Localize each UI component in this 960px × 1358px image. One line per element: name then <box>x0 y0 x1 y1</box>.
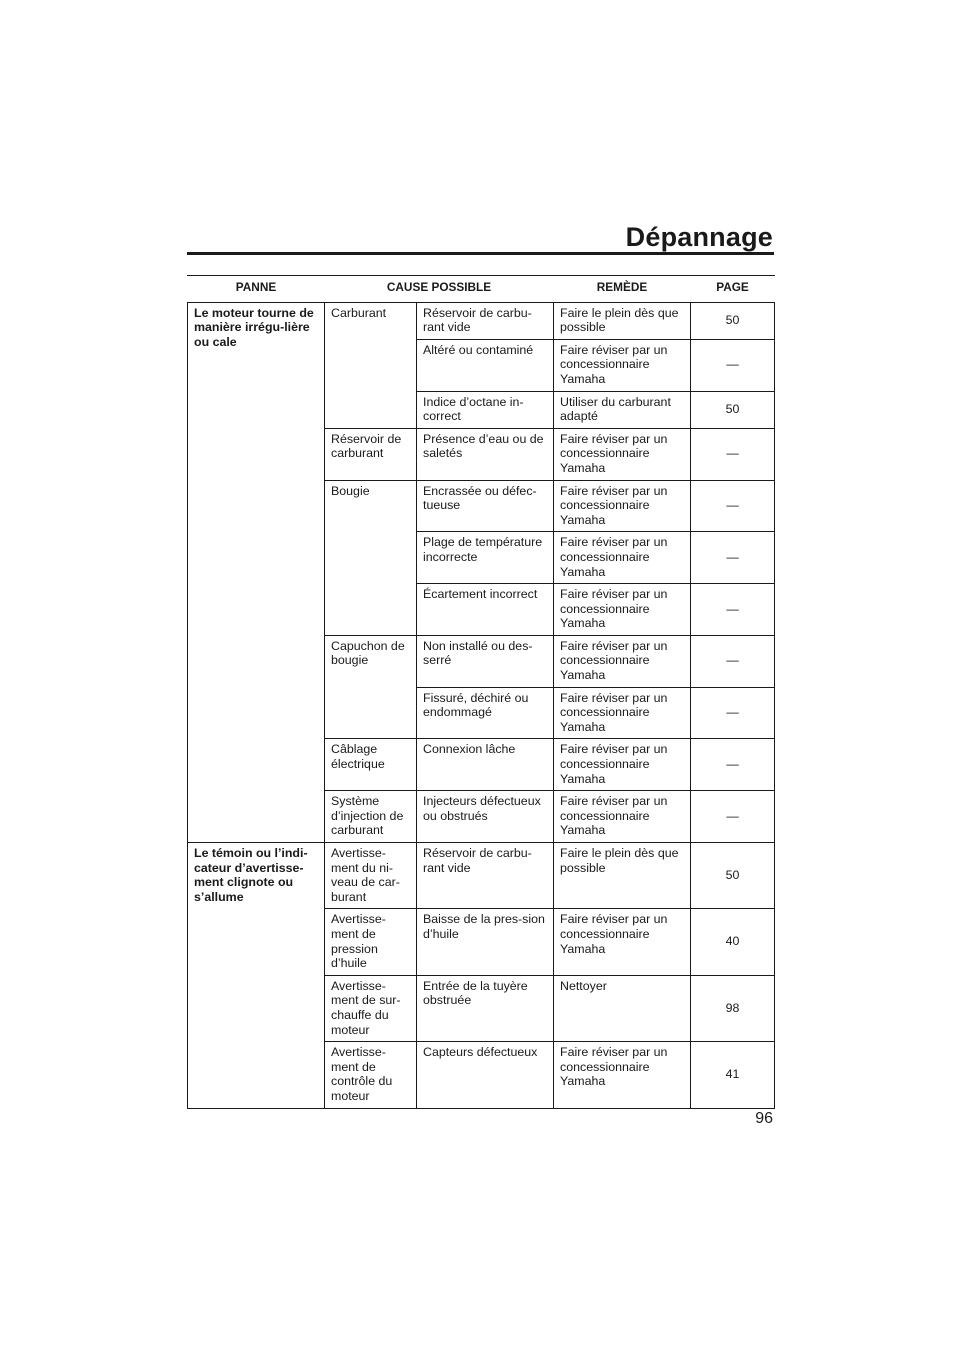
cause-detail-cell: Fissuré, déchiré ou endommagé <box>417 687 554 739</box>
cause-cell: Système d’injection de carburant <box>325 791 417 843</box>
cause-detail-cell: Non installé ou des-serré <box>417 635 554 687</box>
remede-cell: Faire réviser par un concessionnaire Yamaha <box>554 428 691 480</box>
cause-detail-cell: Écartement incorrect <box>417 584 554 636</box>
table-row <box>188 302 775 339</box>
cause-cell: Avertisse-ment de sur-chauffe du moteur <box>325 975 417 1041</box>
remede-cell: Utiliser du carburant adapté <box>554 391 691 428</box>
cause-detail-cell: Plage de température incorrecte <box>417 532 554 584</box>
cause-cell: Câblage électrique <box>325 739 417 791</box>
panne-cell: Le moteur tourne de manière irrégu-lière ou cale <box>188 302 325 842</box>
panne-cell: Le témoin ou l’indi-cateur d’avertisse-ment clignote ou s’allume <box>188 843 325 1109</box>
remede-cell: Faire réviser par un concessionnaire Yamaha <box>554 1042 691 1108</box>
table-header-row <box>188 276 775 303</box>
page-ref-cell: 98 <box>691 975 775 1041</box>
page-ref-cell: — <box>691 635 775 687</box>
cause-detail-cell: Altéré ou contaminé <box>417 339 554 391</box>
remede-cell: Faire réviser par un concessionnaire Yamaha <box>554 635 691 687</box>
cause-detail-cell: Réservoir de carbu-rant vide <box>417 302 554 339</box>
page-ref-cell: — <box>691 584 775 636</box>
page-ref-cell: 50 <box>691 843 775 909</box>
remede-cell: Faire réviser par un concessionnaire Yamaha <box>554 339 691 391</box>
cause-detail-cell: Baisse de la pres-sion d’huile <box>417 909 554 975</box>
remede-cell: Faire réviser par un concessionnaire Yamaha <box>554 739 691 791</box>
table-body <box>188 302 775 1108</box>
page-ref-cell: — <box>691 480 775 532</box>
cause-cell: Bougie <box>325 480 417 635</box>
page-number: 96 <box>755 1110 773 1127</box>
remede-cell: Faire réviser par un concessionnaire Yamaha <box>554 480 691 532</box>
page-ref-cell: — <box>691 339 775 391</box>
page-title: Dépannage <box>625 222 773 252</box>
page-ref-cell: 50 <box>691 302 775 339</box>
page-ref-cell: — <box>691 428 775 480</box>
column-header-remede: REMÈDE <box>554 276 691 303</box>
cause-detail-cell: Entrée de la tuyère obstruée <box>417 975 554 1041</box>
page-ref-cell: — <box>691 687 775 739</box>
page-ref-cell: 50 <box>691 391 775 428</box>
page-ref-cell: 40 <box>691 909 775 975</box>
remede-cell: Faire réviser par un concessionnaire Yamaha <box>554 532 691 584</box>
title-rule <box>187 252 774 255</box>
page-ref-cell: — <box>691 739 775 791</box>
cause-detail-cell: Indice d’octane in-correct <box>417 391 554 428</box>
troubleshooting-table <box>187 275 775 1109</box>
remede-cell: Nettoyer <box>554 975 691 1041</box>
cause-detail-cell: Connexion lâche <box>417 739 554 791</box>
cause-cell: Capuchon de bougie <box>325 635 417 739</box>
remede-cell: Faire le plein dès que possible <box>554 843 691 909</box>
cause-detail-cell: Injecteurs défectueux ou obstrués <box>417 791 554 843</box>
cause-cell: Avertisse-ment du ni-veau de car-burant <box>325 843 417 909</box>
cause-cell: Avertisse-ment de pression d’huile <box>325 909 417 975</box>
cause-cell: Carburant <box>325 302 417 428</box>
remede-cell: Faire le plein dès que possible <box>554 302 691 339</box>
remede-cell: Faire réviser par un concessionnaire Yamaha <box>554 584 691 636</box>
cause-detail-cell: Réservoir de carbu-rant vide <box>417 843 554 909</box>
page-ref-cell: 41 <box>691 1042 775 1108</box>
page-ref-cell: — <box>691 532 775 584</box>
cause-cell: Réservoir de carburant <box>325 428 417 480</box>
column-header-panne: PANNE <box>188 276 325 303</box>
cause-detail-cell: Capteurs défectueux <box>417 1042 554 1108</box>
page-ref-cell: — <box>691 791 775 843</box>
cause-detail-cell: Présence d’eau ou de saletés <box>417 428 554 480</box>
troubleshooting-table-container <box>187 275 774 1109</box>
column-header-cause: CAUSE POSSIBLE <box>325 276 554 303</box>
cause-detail-cell: Encrassée ou défec-tueuse <box>417 480 554 532</box>
table-row <box>188 843 775 909</box>
remede-cell: Faire réviser par un concessionnaire Yamaha <box>554 791 691 843</box>
remede-cell: Faire réviser par un concessionnaire Yamaha <box>554 909 691 975</box>
column-header-page: PAGE <box>691 276 775 303</box>
remede-cell: Faire réviser par un concessionnaire Yamaha <box>554 687 691 739</box>
cause-cell: Avertisse-ment de contrôle du moteur <box>325 1042 417 1108</box>
